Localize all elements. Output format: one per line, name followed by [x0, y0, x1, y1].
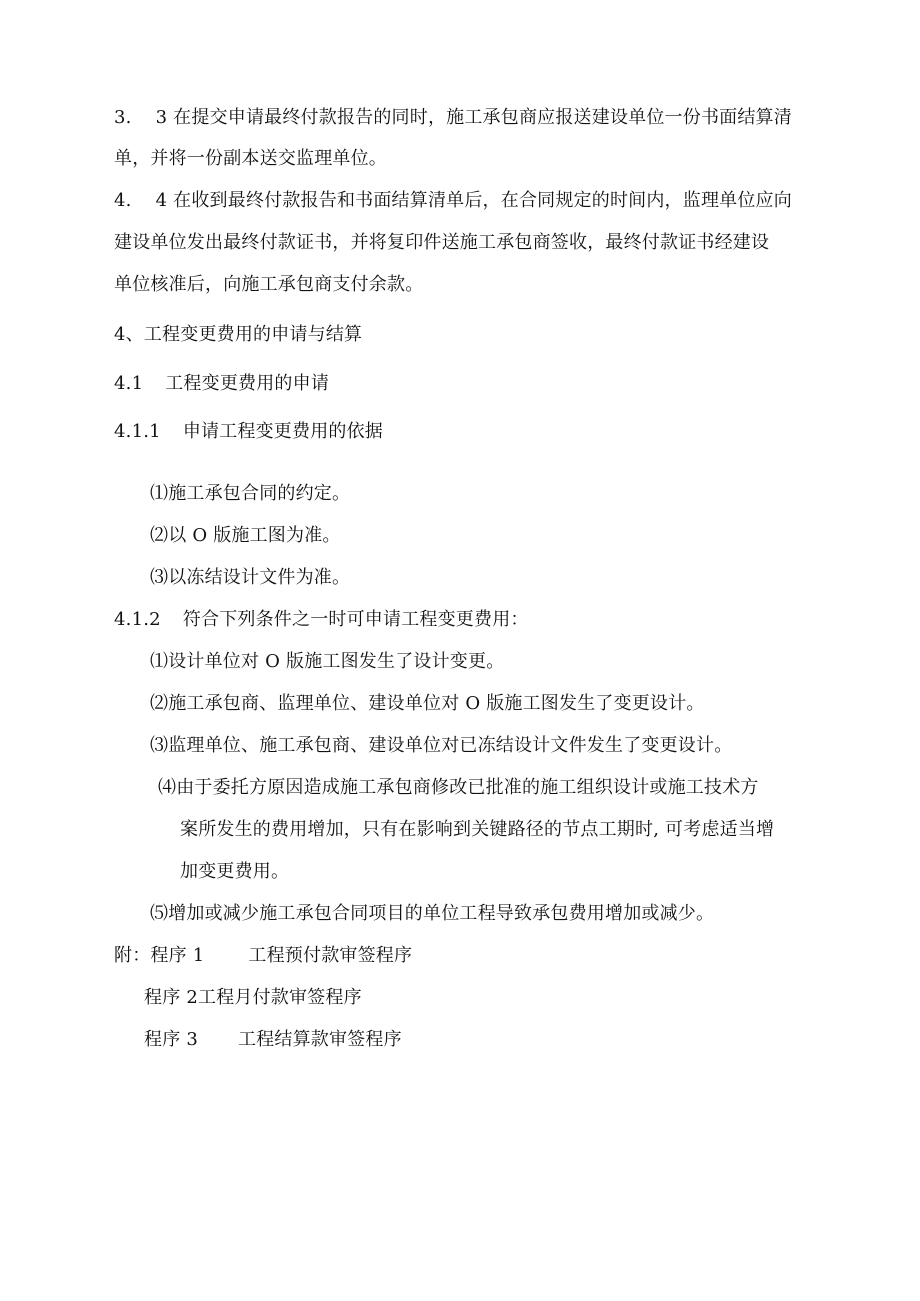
- list-item: ⑵以 O 版施工图为准。: [150, 525, 341, 546]
- list-item-5: ⑸增加或减少施工承包合同项目的单位工程导致承包费用增加或减少。: [150, 903, 715, 924]
- section-4-heading: 4、工程变更费用的申请与结算: [114, 324, 363, 345]
- program-number: 程序 1: [150, 945, 205, 966]
- paragraph-3-3-text: 3 在提交申请最终付款报告的同时，施工承包商应报送建设单位一份书面结算清: [155, 107, 792, 128]
- paragraph-3-3-number: 3.: [114, 107, 132, 128]
- program-title: 工程结算款审签程序: [237, 1029, 402, 1050]
- list-item-4-line-2: 案所发生的费用增加，只有在影响到关键路径的节点工期时, 可考虑适当增: [180, 819, 775, 840]
- subsection-4-1-title: 工程变更费用的申请: [165, 373, 330, 394]
- subsection-4-1-1-number: 4.1.1: [114, 421, 161, 442]
- appendix-program-1: [114, 944, 412, 968]
- paragraph-3-4-line-2: 建设单位发出最终付款证书，并将复印件送施工承包商签收，最终付款证书经建设: [114, 232, 770, 253]
- appendix-program-2: [144, 986, 362, 1010]
- subsection-4-1-heading: [114, 372, 329, 396]
- paragraph-3-4-text: 4 在收到最终付款报告和书面结算清单后，在合同规定的时间内，监理单位应向: [155, 190, 792, 211]
- list-item: ⑶以冻结设计文件为准。: [150, 567, 351, 588]
- list-item-4-line-3: 加变更费用。: [180, 861, 290, 882]
- paragraph-3-4-line-1: [114, 189, 792, 213]
- program-number: 程序 2: [144, 987, 198, 1008]
- list-item-4-line-1: ⑷由于委托方原因造成施工承包商修改已批准的施工组织设计或施工技术方: [158, 777, 759, 798]
- program-title: 工程预付款审签程序: [248, 945, 413, 966]
- subsection-4-1-1-heading: [114, 420, 383, 444]
- paragraph-3-4-line-3: 单位核准后，向施工承包商支付余款。: [114, 274, 424, 295]
- appendix-label: 附：: [114, 945, 151, 966]
- subsection-4-1-2-heading: [114, 608, 529, 632]
- subsection-4-1-2-title: 符合下列条件之一时可申请工程变更费用：: [182, 609, 529, 630]
- list-item: ⑶监理单位、施工承包商、建设单位对已冻结设计文件发生了变更设计。: [150, 735, 733, 756]
- subsection-4-1-1-title: 申请工程变更费用的依据: [182, 421, 384, 442]
- paragraph-3-3-line-1: [114, 106, 792, 130]
- list-item: ⑴设计单位对 O 版施工图发生了设计变更。: [150, 651, 505, 672]
- program-title: 工程月付款审签程序: [197, 987, 362, 1008]
- appendix-program-3: [144, 1028, 402, 1052]
- subsection-4-1-2-number: 4.1.2: [114, 609, 161, 630]
- paragraph-3-4-number: 4.: [114, 190, 132, 211]
- program-number: 程序 3: [144, 1029, 198, 1050]
- list-item: ⑵施工承包商、监理单位、建设单位对 O 版施工图发生了变更设计。: [150, 693, 705, 714]
- paragraph-3-3-line-2: 单，并将一份副本送交监理单位。: [114, 148, 387, 169]
- list-item: ⑴施工承包合同的约定。: [150, 483, 351, 504]
- subsection-4-1-number: 4.1: [114, 373, 144, 394]
